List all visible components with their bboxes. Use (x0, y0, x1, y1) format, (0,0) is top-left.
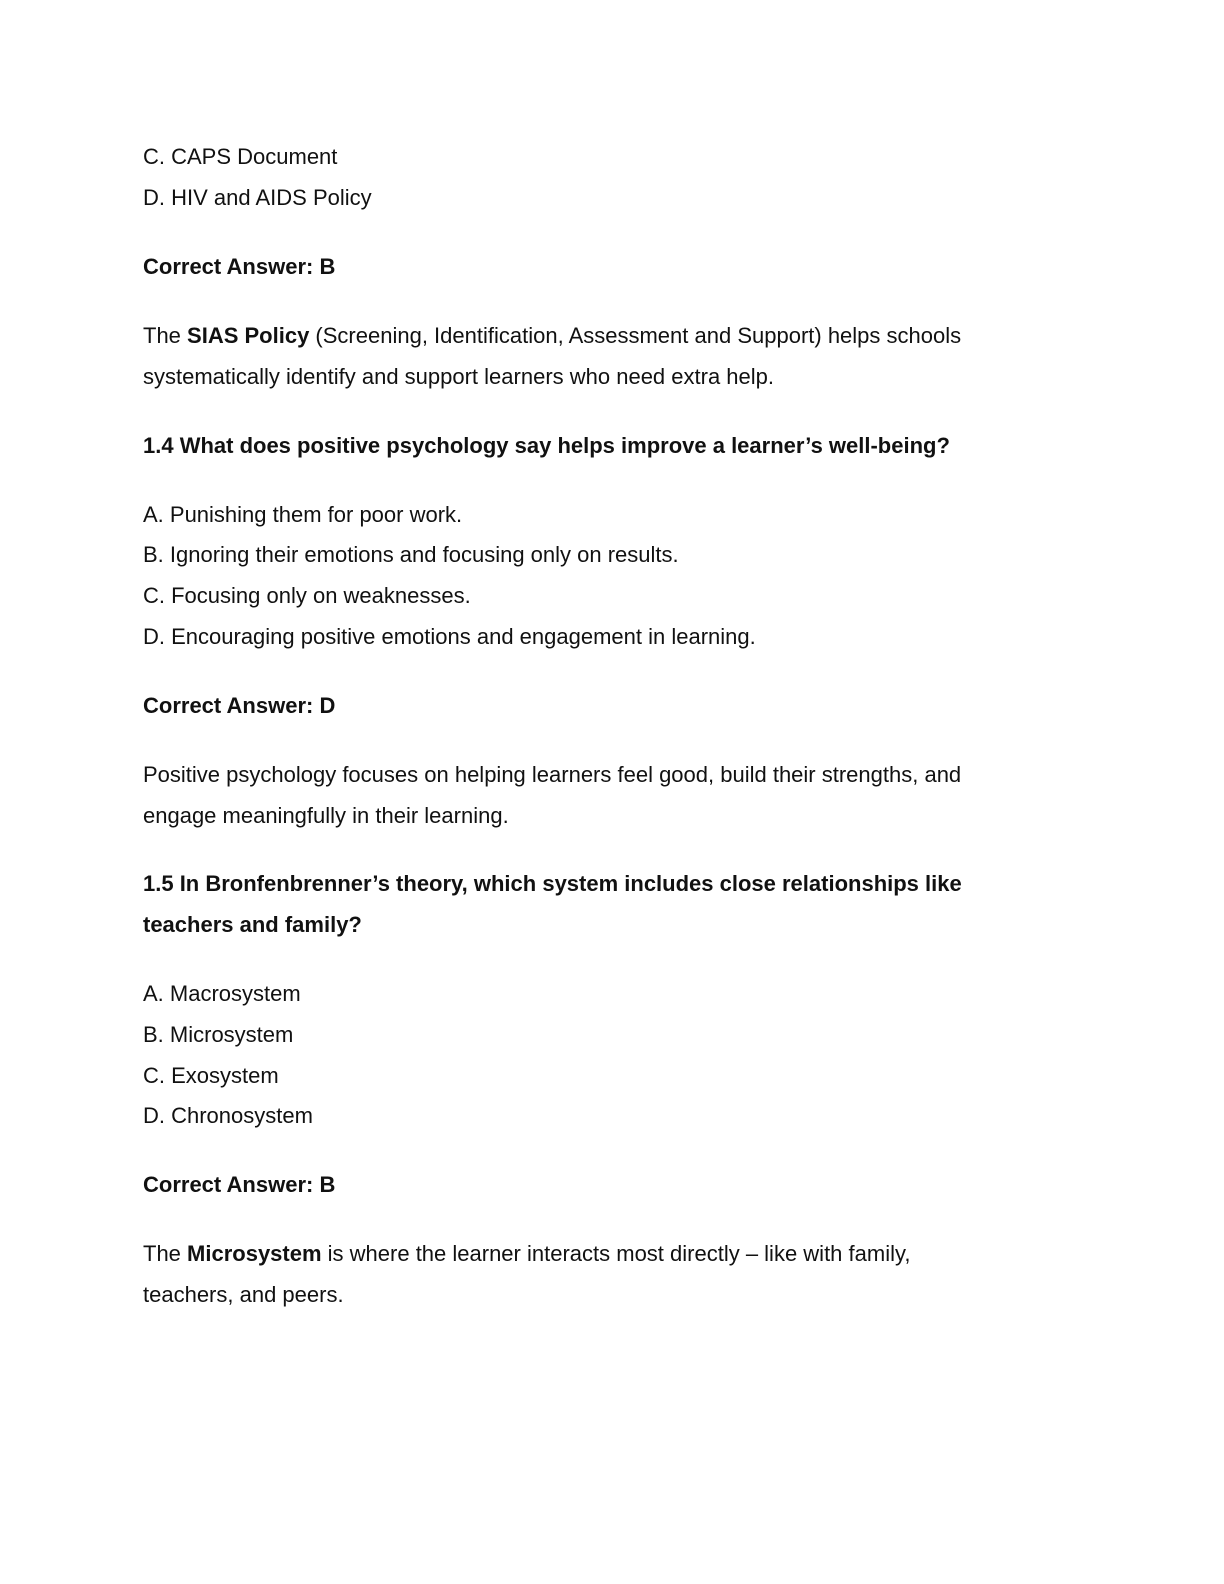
option-d: D. HIV and AIDS Policy (143, 185, 372, 210)
explanation-term: Microsystem (187, 1241, 322, 1266)
explanation-line: Positive psychology focuses on helping learners feel good, build their strengths, and (143, 762, 962, 787)
explanation-text: (Screening, Identification, Assessment and Support) helps schools (309, 323, 962, 348)
explanation-line (143, 321, 1063, 351)
option-c: C. Focusing only on weaknesses. (143, 583, 471, 608)
explanation-line: teachers, and peers. (143, 1282, 344, 1307)
option-d: D. Chronosystem (143, 1103, 313, 1128)
option-a: A. Punishing them for poor work. (143, 502, 463, 527)
question-heading: 1.4 What does positive psychology say helps improve a learner’s well-being? (143, 433, 950, 458)
explanation-line: systematically identify and support learners who need extra help. (143, 364, 775, 389)
explanation-term: SIAS Policy (187, 323, 310, 348)
explanation-text: is where the learner interacts most directly – like with family, (321, 1241, 911, 1266)
option-c: C. CAPS Document (143, 144, 338, 169)
option-b: B. Ignoring their emotions and focusing only on results. (143, 542, 679, 567)
option-c: C. Exosystem (143, 1063, 279, 1088)
explanation-line: engage meaningfully in their learning. (143, 803, 509, 828)
option-a: A. Macrosystem (143, 981, 301, 1006)
correct-answer: Correct Answer: B (143, 254, 336, 279)
question-heading: 1.5 In Bronfenbrenner’s theory, which system includes close relationships like (143, 871, 962, 896)
option-b: B. Microsystem (143, 1022, 294, 1047)
correct-answer: Correct Answer: D (143, 693, 336, 718)
explanation-text: The (143, 1241, 188, 1266)
explanation-text: The (143, 323, 188, 348)
option-d: D. Encouraging positive emotions and engagement in learning. (143, 624, 756, 649)
correct-answer: Correct Answer: B (143, 1172, 336, 1197)
question-heading: teachers and family? (143, 912, 362, 937)
explanation-line (143, 1239, 1063, 1269)
